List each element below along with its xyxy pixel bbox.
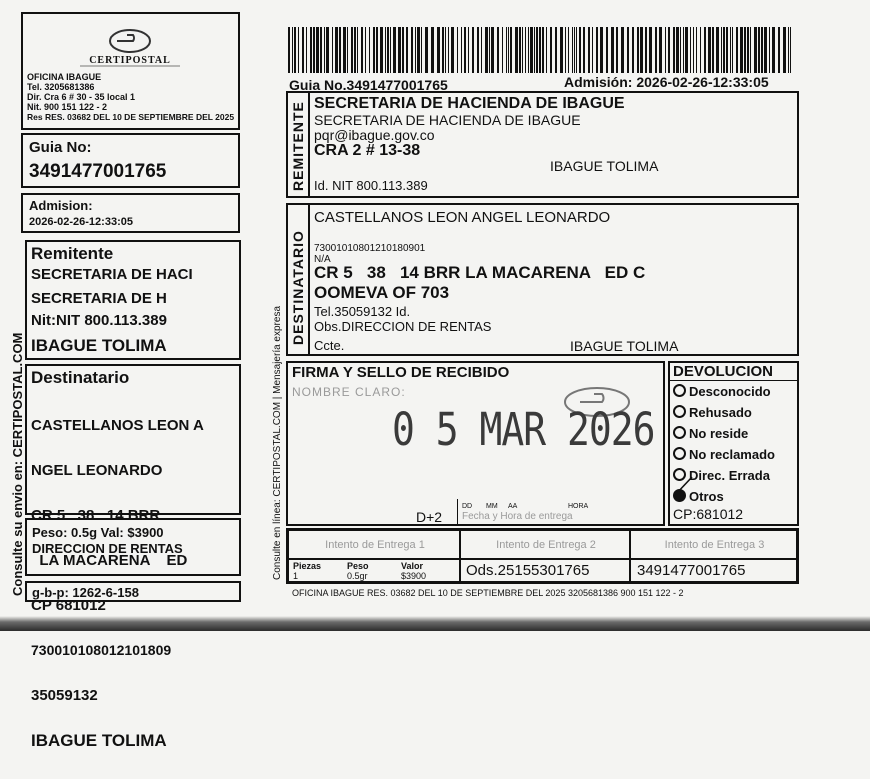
barcode-bar <box>406 27 408 73</box>
devolucion-option[interactable] <box>673 405 752 420</box>
barcode-bar <box>627 27 629 73</box>
firma-title: FIRMA Y SELLO DE RECIBIDO <box>292 364 510 381</box>
barcode-bar <box>525 27 526 73</box>
piezas-label: Piezas <box>293 561 322 571</box>
barcode <box>288 27 798 73</box>
radio-icon[interactable] <box>673 447 686 460</box>
piezas-cell <box>288 559 460 582</box>
barcode-bar <box>758 27 760 73</box>
office-lines <box>27 72 297 122</box>
barcode-bar <box>306 27 307 73</box>
barcode-bar <box>744 27 746 73</box>
barcode-bar <box>489 27 490 73</box>
dest-line-5: CP 681012 <box>31 597 106 614</box>
office-nit: Nit. 900 151 122 - 2 <box>27 102 108 112</box>
barcode-bar <box>302 27 304 73</box>
barcode-bar <box>560 27 563 73</box>
barcode-bar <box>530 27 533 73</box>
barcode-bar <box>361 27 363 73</box>
barcode-bar <box>778 27 780 73</box>
barcode-bar <box>313 27 315 73</box>
barcode-bar <box>790 27 791 73</box>
remitente-line-1: SECRETARIA DE HACI <box>31 266 193 283</box>
dest-ccte: Ccte. <box>314 338 345 353</box>
logo-text: CERTIPOSTAL <box>89 55 171 66</box>
barcode-bar <box>750 27 751 73</box>
right-vertical-note: Consulte en línea: CERTIPOSTAL.COM | Mensajería expresa <box>272 305 283 580</box>
barcode-bar <box>339 27 341 73</box>
barcode-bar <box>457 27 458 73</box>
remitente-box <box>286 91 799 198</box>
barcode-bar <box>468 27 469 73</box>
barcode-bar <box>640 27 643 73</box>
dest-name: CASTELLANOS LEON ANGEL LEONARDO <box>314 209 611 226</box>
barcode-bar <box>572 27 573 73</box>
destinatario-label: Destinatario <box>31 368 130 387</box>
piezas-value: 1 <box>293 571 299 581</box>
barcode-bar <box>445 27 446 73</box>
remitente-address: CRA 2 # 13-38 <box>314 142 421 159</box>
remitente-nit: Id. NIT 800.113.389 <box>314 178 428 193</box>
peso-line: Peso: 0.5g Val: $3900 <box>32 525 164 540</box>
peso-label: Peso <box>347 561 369 571</box>
barcode-bar <box>721 27 722 73</box>
admision-header: Admisión: 2026-02-26-12:33:05 <box>564 74 769 90</box>
admision-box <box>21 193 240 233</box>
barcode-bar <box>298 27 299 73</box>
barcode-bar <box>292 27 293 73</box>
office-name: OFICINA IBAGUE <box>27 72 102 82</box>
barcode-bar <box>497 27 499 73</box>
barcode-bar <box>539 27 541 73</box>
remitente-label: Remitente <box>31 244 114 263</box>
dest-city: IBAGUE TOLIMA <box>570 338 679 354</box>
barcode-bar <box>477 27 479 73</box>
barcode-bar <box>716 27 719 73</box>
dest-address-2: OOMEVA OF 703 <box>314 283 450 302</box>
barcode-bar <box>528 27 529 73</box>
barcode-bar <box>519 27 521 73</box>
mm-label: MM <box>486 503 498 510</box>
devolucion-option[interactable] <box>673 426 748 441</box>
left-vertical-note: Consulte su envio en: CERTIPOSTAL.COM <box>10 332 25 596</box>
barcode-bar <box>693 27 694 73</box>
barcode-bar <box>431 27 434 73</box>
barcode-bar <box>683 27 684 73</box>
barcode-bar <box>326 27 329 73</box>
intento-3: Intento de Entrega 3 <box>664 539 765 551</box>
barcode-bar <box>685 27 688 73</box>
devolucion-title-rule <box>670 380 797 381</box>
radio-icon[interactable] <box>673 384 686 397</box>
dest-line-4: LA MACARENA ED <box>31 552 188 569</box>
guia-header: Guia No.3491477001765 <box>289 77 448 93</box>
office-tel: Tel. 3205681386 <box>27 82 95 92</box>
intentos-box <box>286 528 799 584</box>
barcode-bar <box>655 27 657 73</box>
barcode-bar <box>611 27 614 73</box>
barcode-bar <box>437 27 440 73</box>
destinatario-tab: DESTINATARIO <box>290 230 306 345</box>
gbp-text: g-b-p: 1262-6-158 <box>32 585 139 600</box>
guia-bottom: 3491477001765 <box>637 562 746 579</box>
barcode-bar <box>380 27 383 73</box>
devolucion-option[interactable] <box>673 447 775 462</box>
barcode-bar <box>579 27 581 73</box>
barcode-bar <box>772 27 775 73</box>
barcode-bar <box>700 27 701 73</box>
barcode-bar <box>788 27 789 73</box>
option-label: No reside <box>689 426 749 441</box>
guia-box <box>21 133 240 188</box>
option-label: Direc. Errada <box>689 468 770 483</box>
dest-line-2: NGEL LEONARDO <box>31 462 163 479</box>
remitente-tab-border <box>308 93 310 196</box>
remitente-line-3: Nit:NIT 800.113.389 <box>31 312 167 329</box>
barcode-bar <box>637 27 639 73</box>
guia-label: Guia No: <box>29 139 92 156</box>
dest-obs: Obs.DIRECCION DE RENTAS <box>314 319 492 334</box>
barcode-bar <box>576 27 577 73</box>
barcode-bar <box>542 27 544 73</box>
barcode-bar <box>369 27 370 73</box>
barcode-bar <box>565 27 566 73</box>
barcode-bar <box>600 27 603 73</box>
barcode-bar <box>288 27 290 73</box>
barcode-bar <box>747 27 749 73</box>
barcode-bar <box>393 27 396 73</box>
barcode-bar <box>568 27 569 73</box>
intento-1: Intento de Entrega 1 <box>325 539 425 551</box>
intento-2-cell <box>460 530 630 559</box>
barcode-bar <box>704 27 706 73</box>
office-res: Res RES. 03682 DEL 10 DE SEPTIEMBRE DEL 2025 <box>27 112 235 122</box>
barcode-bar <box>659 27 662 73</box>
office-box <box>21 12 240 130</box>
office-dir: Dir. Cra 6 # 30 - 35 local 1 <box>27 92 136 102</box>
barcode-bar <box>310 27 312 73</box>
barcode-bar <box>712 27 714 73</box>
dest-code: 73001010801210180901 <box>314 243 426 254</box>
dest-line-1: CASTELLANOS LEON A <box>31 417 204 434</box>
option-label: Otros <box>689 489 724 504</box>
remitente-sub: SECRETARIA DE HACIENDA DE IBAGUE <box>314 112 581 128</box>
barcode-bar <box>632 27 634 73</box>
barcode-bar <box>673 27 675 73</box>
barcode-bar <box>376 27 378 73</box>
barcode-bar <box>732 27 733 73</box>
barcode-bar <box>320 27 322 73</box>
barcode-bar <box>723 27 725 73</box>
barcode-bar <box>332 27 333 73</box>
barcode-bar <box>536 27 538 73</box>
nombre-claro: NOMBRE CLARO: <box>292 385 406 399</box>
barcode-bar <box>783 27 786 73</box>
barcode-bar <box>448 27 449 73</box>
barcode-bar <box>451 27 454 73</box>
barcode-bar <box>515 27 518 73</box>
barcode-bar <box>502 27 503 73</box>
fecha-hora: Fecha y Hora de entrega <box>462 511 573 522</box>
barcode-bar <box>616 27 618 73</box>
valor-value: $3900 <box>401 571 427 581</box>
barcode-bar <box>676 27 679 73</box>
barcode-bar <box>387 27 389 73</box>
peso-value: 0.5gr <box>347 571 368 581</box>
ods-value: Ods.25155301765 <box>466 562 590 579</box>
barcode-bar <box>472 27 474 73</box>
radio-icon[interactable] <box>673 405 686 418</box>
gbp-box <box>25 581 241 602</box>
barcode-bar <box>522 27 523 73</box>
dest-tel: Tel.35059132 Id. <box>314 304 411 319</box>
barcode-bar <box>510 27 512 73</box>
barcode-bar <box>754 27 757 73</box>
barcode-bar <box>588 27 590 73</box>
footer-text: OFICINA IBAGUE RES. 03682 DEL 10 DE SEPTIEMBRE DEL 2025 3205681386 900 151 122 - 2 <box>292 588 684 598</box>
barcode-bar <box>373 27 375 73</box>
remitente-line-2: SECRETARIA DE H <box>31 290 167 307</box>
barcode-bar <box>324 27 325 73</box>
dest-na: N/A <box>314 254 331 265</box>
barcode-bar <box>464 27 466 73</box>
barcode-bar <box>390 27 391 73</box>
barcode-bar <box>592 27 593 73</box>
dest-line-6: 730010108012101809 <box>31 642 172 658</box>
barcode-bar <box>335 27 338 73</box>
barcode-bar <box>764 27 767 73</box>
barcode-bar <box>415 27 416 73</box>
barcode-bar <box>343 27 346 73</box>
remitente-city: IBAGUE TOLIMA <box>550 158 659 174</box>
barcode-bar <box>696 27 697 73</box>
barcode-bar <box>481 27 482 73</box>
barcode-bar <box>730 27 731 73</box>
remitente-tab: REMITENTE <box>290 101 306 191</box>
barcode-bar <box>740 27 743 73</box>
barcode-bar <box>354 27 356 73</box>
barcode-bar <box>461 27 462 73</box>
barcode-bar <box>583 27 585 73</box>
barcode-bar <box>534 27 535 73</box>
devolucion-title: DEVOLUCION <box>673 363 774 380</box>
barcode-bar <box>508 27 509 73</box>
barcode-bar <box>665 27 666 73</box>
peso-box-left <box>25 518 241 576</box>
dest-line-3: CR 5 38 14 BRR <box>31 507 161 524</box>
guia-value: 3491477001765 <box>29 161 167 182</box>
barcode-bar <box>485 27 488 73</box>
intento-1-cell <box>288 530 460 559</box>
obs-line: DIRECCION DE RENTAS <box>32 541 183 556</box>
barcode-bar <box>506 27 507 73</box>
barcode-bar <box>402 27 404 73</box>
barcode-bar <box>555 27 557 73</box>
barcode-bar <box>761 27 763 73</box>
barcode-bar <box>708 27 711 73</box>
admision-label: Admision: <box>29 198 93 213</box>
devolucion-cp: CP:681012 <box>673 506 744 522</box>
dest-line-7: 35059132 <box>31 687 98 704</box>
barcode-bar <box>365 27 366 73</box>
remitente-name: SECRETARIA DE HACIENDA DE IBAGUE <box>314 95 625 112</box>
barcode-bar <box>411 27 413 73</box>
barcode-bar <box>621 27 624 73</box>
barcode-bar <box>550 27 552 73</box>
barcode-bar <box>351 27 353 73</box>
barcode-bar <box>726 27 728 73</box>
valor-label: Valor <box>401 561 424 571</box>
option-label: Rehusado <box>689 405 752 420</box>
admision-value: 2026-02-26-12:33:05 <box>29 216 133 228</box>
certipostal-logo <box>75 28 185 72</box>
received-stamp-date: 0 5 MAR 2026 <box>392 403 655 456</box>
aa-label: AA <box>508 503 518 510</box>
barcode-bar <box>316 27 319 73</box>
devolucion-box <box>668 361 799 526</box>
barcode-bar <box>294 27 296 73</box>
barcode-bar <box>649 27 652 73</box>
radio-icon[interactable] <box>673 426 686 439</box>
devolucion-option[interactable] <box>673 384 771 399</box>
barcode-bar <box>574 27 575 73</box>
remitente-line-4: IBAGUE TOLIMA <box>31 336 167 355</box>
option-label: No reclamado <box>689 447 775 462</box>
barcode-bar <box>769 27 770 73</box>
remitente-email: pqr@ibague.gov.co <box>314 127 435 143</box>
fecha-divider <box>457 499 458 526</box>
dest-tab-border <box>308 205 310 354</box>
barcode-bar <box>347 27 348 73</box>
barcode-bar <box>385 27 386 73</box>
dest-address-1: CR 5 38 14 BRR LA MACARENA ED C <box>314 263 646 282</box>
barcode-bar <box>425 27 428 73</box>
barcode-bar <box>668 27 670 73</box>
barcode-bar <box>421 27 422 73</box>
check-mark-icon <box>673 475 695 502</box>
ods-cell <box>460 559 630 582</box>
intento-2: Intento de Entrega 2 <box>496 539 596 551</box>
intento-3-cell <box>630 530 797 559</box>
dd-label: DD <box>462 503 473 510</box>
tear-edge <box>0 616 870 631</box>
barcode-bar <box>736 27 738 73</box>
barcode-bar <box>606 27 608 73</box>
hora-label: HORA <box>568 503 589 510</box>
barcode-bar <box>442 27 444 73</box>
barcode-bar <box>491 27 494 73</box>
firma-box <box>286 361 665 526</box>
barcode-bar <box>690 27 691 73</box>
d2-label: D+2 <box>416 509 443 525</box>
barcode-bar <box>680 27 681 73</box>
barcode-bar <box>417 27 420 73</box>
guia-bottom-cell <box>630 559 797 582</box>
remitente-box-left <box>25 240 241 360</box>
destinatario-box <box>286 203 799 356</box>
dest-line-8: IBAGUE TOLIMA <box>31 731 167 750</box>
barcode-bar <box>596 27 598 73</box>
option-label: Desconocido <box>689 384 771 399</box>
barcode-bar <box>645 27 647 73</box>
barcode-bar <box>357 27 358 73</box>
barcode-bar <box>398 27 401 73</box>
barcode-bar <box>546 27 547 73</box>
